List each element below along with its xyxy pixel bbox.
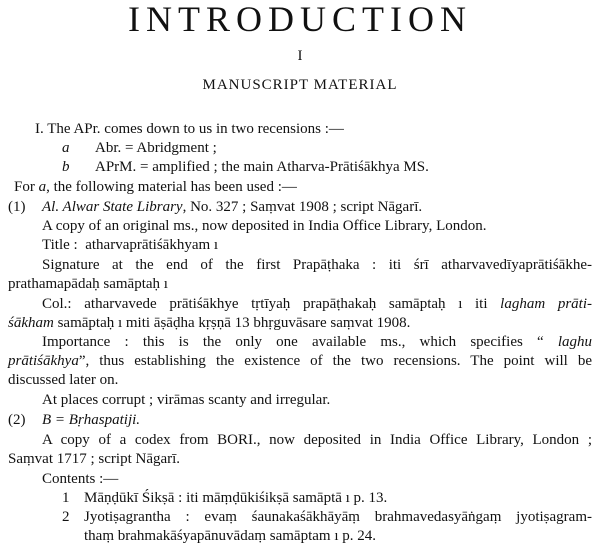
item2-source: B = Bṛhaspatiji. — [42, 412, 141, 428]
item1-title — [42, 236, 218, 254]
contents-item-number: 2 — [62, 509, 70, 525]
contents-item-number: 1 — [62, 490, 70, 506]
contents-item-text-cont: thaṃ brahmakāśyapānuvādaṃ samāptam ı p. 24. — [84, 528, 376, 544]
item1-importance-line3: discussed later on. — [8, 372, 119, 388]
item1-colophon-line1 — [42, 295, 592, 313]
item1-importance-rest: ”, thus establishing the existence of the two recensions. The point will be — [78, 353, 592, 369]
item1-colophon-rest: samāptaḥ ı miti āṣāḍha kṛṣṇā 13 bhṛguvāsare saṃvat 1908. — [53, 315, 411, 331]
contents-item-text: Jyotiṣagrantha : evaṃ śaunakaśākhāyāṃ brahmavedasyāṅgaṃ jyotiṣagram- — [84, 509, 592, 525]
item1-title-value: atharvaprātiśākhyam ı — [85, 237, 219, 253]
item1-importance-text: Importance : this is the only one available ms., which specifies “ — [42, 334, 558, 350]
item2-number: (2) — [8, 412, 26, 428]
section-number: I — [297, 48, 303, 64]
item1-source-details: , No. 327 ; Saṃvat 1908 ; script Nāgarī. — [182, 199, 423, 215]
recension-a-letter: a — [62, 140, 70, 156]
item1-corrupt-note: At places corrupt ; virāmas scanty and irregular. — [42, 392, 331, 408]
item2-copy-line1: A copy of a codex from BORI., now deposited in India Office Library, London ; — [42, 432, 592, 448]
section-heading: MANUSCRIPT MATERIAL — [202, 77, 398, 93]
item1-importance-italic: laghu — [557, 334, 592, 350]
recension-a-text: Abr. = Abridgment ; — [95, 140, 217, 156]
item2-contents-label: Contents :— — [42, 471, 119, 487]
item1-colophon-italic2: śākham — [8, 315, 54, 331]
for-a-post: , the following material has been used :— — [46, 179, 297, 195]
item1-importance-line1 — [42, 333, 592, 351]
item1-signature-line1: Signature at the end of the first Prapāṭhaka : iti śrī atharvavedīyaprātiśākhe- — [42, 257, 592, 273]
contents-item-text: Māṇḍūkī Śikṣā : iti māṃḍūkiśikṣā samāptā ı p. 13. — [84, 490, 388, 506]
item1-signature-line2: prathamapādaḥ samāptaḥ ı — [8, 276, 168, 292]
item2-copy-line2: Saṃvat 1717 ; script Nāgarī. — [8, 451, 181, 467]
for-a-pre: For — [14, 179, 39, 195]
item1-colophon-line2 — [8, 314, 410, 332]
item1-source-name: Al. Alwar State Library — [42, 199, 183, 215]
recensions-intro: I. The APr. comes down to us in two recensions :— — [35, 121, 344, 137]
item1-colophon-italic: lagham prāti- — [500, 296, 592, 312]
recension-b-letter: b — [62, 159, 70, 175]
item1-importance-italic2: prātiśākhya — [8, 353, 79, 369]
item1-importance-line2 — [8, 352, 592, 370]
item1-copy: A copy of an original ms., now deposited in India Office Library, London. — [42, 218, 487, 234]
item1-title-label: Title : — [42, 237, 78, 253]
item1-colophon-text: Col.: atharvavede prātiśākhye tṛtīyaḥ prapāṭhakaḥ samāptaḥ ı iti — [42, 296, 501, 312]
recension-b-text: APrM. = amplified ; the main Atharva-Prātiśākhya MS. — [95, 159, 429, 175]
page-title: INTRODUCTION — [128, 0, 472, 39]
for-a-line — [14, 178, 297, 196]
for-a-letter: a — [38, 179, 47, 195]
item1-source — [42, 198, 422, 216]
item1-number: (1) — [8, 199, 26, 215]
